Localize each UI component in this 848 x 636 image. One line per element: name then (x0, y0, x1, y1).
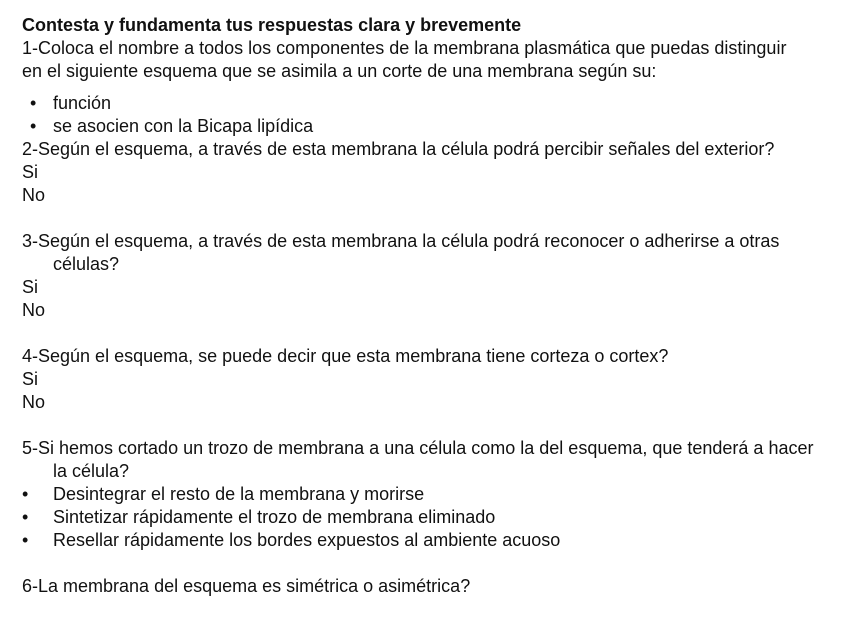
answer-option-label: Resellar rápidamente los bordes expuestos al ambiente acuoso (53, 530, 561, 550)
answer-option-si: Si (22, 369, 39, 389)
question-5-options-list (22, 483, 832, 552)
question-5-text: 5-Si hemos cortado un trozo de membrana a una célula como la del esquema, que tenderá a hacer la célula? (22, 438, 814, 481)
criteria-item-label: función (53, 93, 112, 113)
question-1-criteria-list (22, 92, 832, 138)
question-6 (22, 575, 832, 598)
question-6-text: 6-La membrana del esquema es simétrica o asimétrica? (22, 576, 471, 596)
question-2 (22, 138, 832, 207)
answer-option-label: Desintegrar el resto de la membrana y morirse (53, 484, 425, 504)
question-1 (22, 37, 832, 138)
bullet-icon: • (22, 507, 29, 527)
document-title: Contesta y fundamenta tus respuestas clara y brevemente (22, 15, 522, 35)
answer-option (22, 483, 832, 506)
answer-option-no: No (22, 300, 46, 320)
answer-option-si: Si (22, 277, 39, 297)
criteria-item (22, 92, 832, 115)
criteria-item-label: se asocien con la Bicapa lipídica (53, 116, 314, 136)
question-4-text: 4-Según el esquema, se puede decir que esta membrana tiene corteza o cortex? (22, 346, 669, 366)
bullet-icon: • (22, 484, 29, 504)
question-3 (22, 230, 832, 322)
answer-option-no: No (22, 392, 46, 412)
question-5 (22, 437, 832, 552)
answer-option (22, 529, 832, 552)
question-1-text-line-1: 1-Coloca el nombre a todos los componentes de la membrana plasmática que puedas distinguir (22, 38, 787, 58)
question-1-text-line-2: en el siguiente esquema que se asimila a un corte de una membrana según su: (22, 61, 657, 81)
question-4 (22, 345, 832, 414)
document-content (22, 14, 832, 598)
criteria-item (22, 115, 832, 138)
bullet-icon: • (30, 116, 37, 136)
question-2-text: 2-Según el esquema, a través de esta membrana la célula podrá percibir señales del exterior? (22, 139, 775, 159)
answer-option-label: Sintetizar rápidamente el trozo de membrana eliminado (53, 507, 496, 527)
answer-option (22, 506, 832, 529)
answer-option-no: No (22, 185, 46, 205)
bullet-icon: • (22, 530, 29, 550)
question-3-text: 3-Según el esquema, a través de esta membrana la célula podrá reconocer o adherirse a otras células? (22, 231, 780, 274)
answer-option-si: Si (22, 162, 39, 182)
bullet-icon: • (30, 93, 37, 113)
